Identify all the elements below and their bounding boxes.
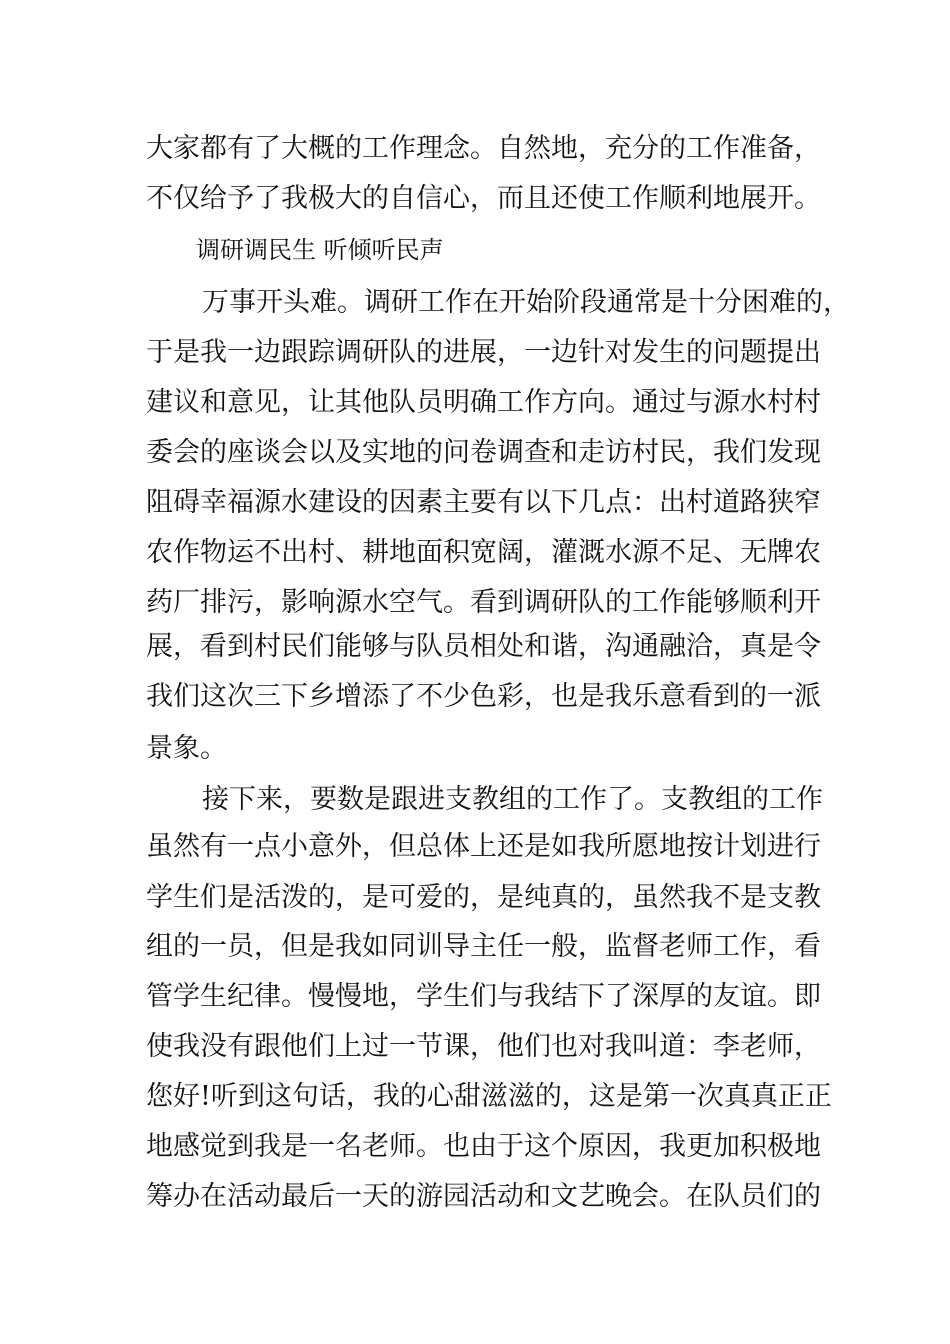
section-heading: 调研调民生 听倾听民声 [196, 236, 444, 264]
text-line: 学生们是活泼的，是可爱的，是纯真的，虽然我不是支教 [146, 882, 821, 913]
text-line: 大家都有了大概的工作理念。自然地，充分的工作准备， [146, 133, 821, 164]
text-line: 接下来，要数是跟进支教组的工作了。支教组的工作 [202, 784, 823, 815]
text-line: 管学生纪律。慢慢地，学生们与我结下了深厚的友谊。即 [146, 981, 821, 1012]
text-line: 农作物运不出村、耕地面积宽阔，灌溉水源不足、无牌农 [146, 537, 821, 568]
text-line: 景象。 [146, 733, 227, 764]
text-line: 不仅给予了我极大的自信心，而且还使工作顺利地展开。 [146, 183, 821, 214]
text-line: 药厂排污，影响源水空气。看到调研队的工作能够顺利开 [146, 587, 821, 618]
text-line: 于是我一边跟踪调研队的进展，一边针对发生的问题提出 [146, 337, 821, 368]
text-line: 您好!听到这句话，我的心甜滋滋的，这是第一次真真正正 [146, 1081, 832, 1112]
text-line: 虽然有一点小意外，但总体上还是如我所愿地按计划进行 [146, 831, 821, 862]
text-line: 展，看到村民们能够与队员相处和谐，沟通融洽，真是令 [146, 631, 821, 662]
text-line: 地感觉到我是一名老师。也由于这个原因，我更加积极地 [146, 1131, 821, 1162]
text-line: 组的一员，但是我如同训导主任一般，监督老师工作，看 [146, 931, 821, 962]
text-line: 阻碍幸福源水建设的因素主要有以下几点：出村道路狭窄 [146, 487, 821, 518]
text-line: 万事开头难。调研工作在开始阶段通常是十分困难的， [202, 287, 850, 318]
text-line: 建议和意见，让其他队员明确工作方向。通过与源水村村 [146, 387, 821, 418]
text-line: 我们这次三下乡增添了不少色彩，也是我乐意看到的一派 [146, 681, 821, 712]
text-line: 委会的座谈会以及实地的问卷调查和走访村民，我们发现 [146, 437, 821, 468]
text-line: 使我没有跟他们上过一节课，他们也对我叫道：李老师， [146, 1031, 821, 1062]
text-line: 筹办在活动最后一天的游园活动和文艺晚会。在队员们的 [146, 1181, 821, 1212]
